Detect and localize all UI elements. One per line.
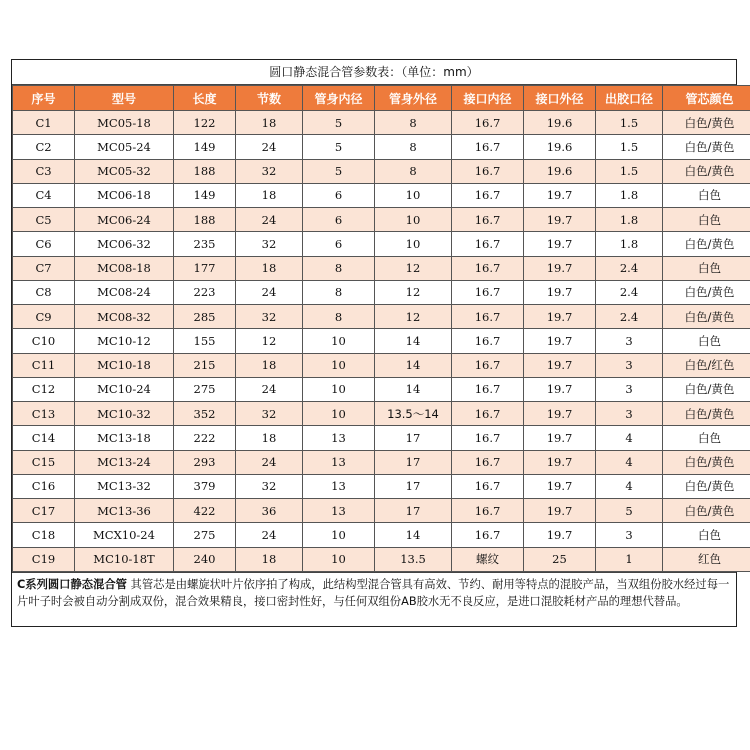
table-cell: 16.7 bbox=[452, 256, 524, 280]
table-row bbox=[13, 159, 750, 183]
table-cell: 19.7 bbox=[524, 208, 596, 232]
column-header: 长度 bbox=[174, 86, 236, 111]
table-cell: 19.7 bbox=[524, 402, 596, 426]
table-cell: MC05-18 bbox=[75, 111, 174, 135]
table-cell: 3 bbox=[596, 329, 663, 353]
table-cell: MC08-32 bbox=[75, 305, 174, 329]
table-cell: 19.7 bbox=[524, 329, 596, 353]
table-cell: 18 bbox=[236, 256, 303, 280]
table-cell: 18 bbox=[236, 547, 303, 571]
table-cell: 19.7 bbox=[524, 450, 596, 474]
table-cell: 6 bbox=[303, 208, 375, 232]
table-cell: 24 bbox=[236, 377, 303, 401]
table-row bbox=[13, 547, 750, 571]
table-cell: 红色 bbox=[663, 547, 750, 571]
table-cell: 24 bbox=[236, 450, 303, 474]
column-header: 管芯颜色 bbox=[663, 86, 750, 111]
table-cell: 14 bbox=[375, 353, 452, 377]
table-cell: 3 bbox=[596, 402, 663, 426]
table-cell: 16.7 bbox=[452, 499, 524, 523]
table-cell: 17 bbox=[375, 450, 452, 474]
table-cell: 8 bbox=[303, 256, 375, 280]
parameter-table bbox=[12, 85, 750, 572]
table-cell: 10 bbox=[375, 183, 452, 207]
table-cell: 2.4 bbox=[596, 256, 663, 280]
table-cell: 1.5 bbox=[596, 111, 663, 135]
table-cell: 379 bbox=[174, 474, 236, 498]
table-cell: 1.5 bbox=[596, 159, 663, 183]
table-cell: MC08-24 bbox=[75, 280, 174, 304]
table-cell: 16.7 bbox=[452, 183, 524, 207]
table-row bbox=[13, 353, 750, 377]
table-cell: 白色 bbox=[663, 208, 750, 232]
table-cell: 12 bbox=[375, 305, 452, 329]
table-cell: 16.7 bbox=[452, 426, 524, 450]
table-cell: 螺纹 bbox=[452, 547, 524, 571]
table-cell: 122 bbox=[174, 111, 236, 135]
table-cell: 8 bbox=[303, 280, 375, 304]
table-cell: 白色/黄色 bbox=[663, 305, 750, 329]
table-cell: C8 bbox=[13, 280, 75, 304]
column-header: 管身内径 bbox=[303, 86, 375, 111]
table-cell: 19.7 bbox=[524, 232, 596, 256]
table-cell: 285 bbox=[174, 305, 236, 329]
note-heading: C系列圆口静态混合管 bbox=[17, 577, 127, 591]
table-cell: MC13-32 bbox=[75, 474, 174, 498]
table-cell: 10 bbox=[375, 208, 452, 232]
table-cell: 13.5～14 bbox=[375, 402, 452, 426]
table-cell: C17 bbox=[13, 499, 75, 523]
table-cell: MC13-36 bbox=[75, 499, 174, 523]
table-cell: 14 bbox=[375, 329, 452, 353]
table-cell: C6 bbox=[13, 232, 75, 256]
table-row bbox=[13, 256, 750, 280]
table-cell: 白色/红色 bbox=[663, 353, 750, 377]
table-cell: 白色/黄色 bbox=[663, 474, 750, 498]
table-cell: 25 bbox=[524, 547, 596, 571]
description-note bbox=[12, 572, 736, 626]
table-cell: 16.7 bbox=[452, 329, 524, 353]
table-cell: MC06-18 bbox=[75, 183, 174, 207]
table-body bbox=[13, 111, 750, 572]
table-cell: 8 bbox=[375, 159, 452, 183]
table-cell: 32 bbox=[236, 232, 303, 256]
table-cell: MC05-32 bbox=[75, 159, 174, 183]
table-cell: 16.7 bbox=[452, 232, 524, 256]
table-cell: 177 bbox=[174, 256, 236, 280]
table-cell: 白色 bbox=[663, 183, 750, 207]
table-cell: 149 bbox=[174, 183, 236, 207]
table-cell: 8 bbox=[375, 111, 452, 135]
table-cell: 8 bbox=[375, 135, 452, 159]
table-cell: 白色/黄色 bbox=[663, 111, 750, 135]
table-cell: 白色 bbox=[663, 426, 750, 450]
table-cell: 36 bbox=[236, 499, 303, 523]
table-cell: 235 bbox=[174, 232, 236, 256]
table-cell: 18 bbox=[236, 353, 303, 377]
table-cell: 10 bbox=[375, 232, 452, 256]
table-cell: 6 bbox=[303, 232, 375, 256]
table-cell: 12 bbox=[375, 256, 452, 280]
table-cell: 8 bbox=[303, 305, 375, 329]
table-cell: MC10-24 bbox=[75, 377, 174, 401]
table-cell: 155 bbox=[174, 329, 236, 353]
table-cell: C16 bbox=[13, 474, 75, 498]
table-cell: 13.5 bbox=[375, 547, 452, 571]
table-cell: 17 bbox=[375, 426, 452, 450]
table-cell: 白色/黄色 bbox=[663, 377, 750, 401]
table-cell: 6 bbox=[303, 183, 375, 207]
table-cell: 19.7 bbox=[524, 280, 596, 304]
table-cell: 白色 bbox=[663, 329, 750, 353]
table-cell: 3 bbox=[596, 523, 663, 547]
table-cell: 13 bbox=[303, 499, 375, 523]
table-cell: 222 bbox=[174, 426, 236, 450]
table-cell: C9 bbox=[13, 305, 75, 329]
table-cell: 16.7 bbox=[452, 450, 524, 474]
table-cell: 2.4 bbox=[596, 280, 663, 304]
table-cell: 32 bbox=[236, 159, 303, 183]
table-cell: 18 bbox=[236, 111, 303, 135]
table-cell: C2 bbox=[13, 135, 75, 159]
table-cell: 16.7 bbox=[452, 305, 524, 329]
column-header: 出胶口径 bbox=[596, 86, 663, 111]
table-cell: 13 bbox=[303, 450, 375, 474]
table-cell: 16.7 bbox=[452, 474, 524, 498]
table-cell: 白色 bbox=[663, 256, 750, 280]
table-row bbox=[13, 499, 750, 523]
table-cell: MC06-24 bbox=[75, 208, 174, 232]
table-cell: 19.7 bbox=[524, 305, 596, 329]
table-cell: 16.7 bbox=[452, 159, 524, 183]
table-cell: 275 bbox=[174, 523, 236, 547]
table-row bbox=[13, 426, 750, 450]
table-cell: 1.8 bbox=[596, 208, 663, 232]
table-row bbox=[13, 377, 750, 401]
table-cell: 白色/黄色 bbox=[663, 499, 750, 523]
table-cell: 240 bbox=[174, 547, 236, 571]
table-row bbox=[13, 329, 750, 353]
table-cell: 12 bbox=[375, 280, 452, 304]
table-cell: C19 bbox=[13, 547, 75, 571]
table-cell: MC05-24 bbox=[75, 135, 174, 159]
table-cell: 19.7 bbox=[524, 183, 596, 207]
table-cell: C11 bbox=[13, 353, 75, 377]
column-header: 节数 bbox=[236, 86, 303, 111]
table-cell: 1.8 bbox=[596, 183, 663, 207]
table-cell: 1.8 bbox=[596, 232, 663, 256]
table-cell: 白色/黄色 bbox=[663, 135, 750, 159]
parameter-table-sheet bbox=[11, 59, 737, 627]
table-cell: 16.7 bbox=[452, 377, 524, 401]
table-cell: C5 bbox=[13, 208, 75, 232]
table-row bbox=[13, 474, 750, 498]
table-cell: 5 bbox=[596, 499, 663, 523]
table-cell: 白色/黄色 bbox=[663, 232, 750, 256]
table-cell: 4 bbox=[596, 450, 663, 474]
table-row bbox=[13, 280, 750, 304]
table-cell: 275 bbox=[174, 377, 236, 401]
table-cell: 19.7 bbox=[524, 256, 596, 280]
table-cell: 149 bbox=[174, 135, 236, 159]
table-cell: 19.7 bbox=[524, 353, 596, 377]
table-cell: 3 bbox=[596, 353, 663, 377]
table-cell: 4 bbox=[596, 426, 663, 450]
table-cell: C10 bbox=[13, 329, 75, 353]
table-cell: MC10-32 bbox=[75, 402, 174, 426]
table-row bbox=[13, 305, 750, 329]
table-cell: 19.7 bbox=[524, 499, 596, 523]
table-cell: 19.7 bbox=[524, 377, 596, 401]
table-cell: 24 bbox=[236, 135, 303, 159]
table-cell: 14 bbox=[375, 377, 452, 401]
table-cell: 19.6 bbox=[524, 135, 596, 159]
table-cell: 白色 bbox=[663, 523, 750, 547]
table-header-row bbox=[13, 86, 750, 111]
table-cell: 5 bbox=[303, 111, 375, 135]
table-cell: 17 bbox=[375, 499, 452, 523]
table-cell: 16.7 bbox=[452, 402, 524, 426]
table-cell: 10 bbox=[303, 329, 375, 353]
table-cell: 32 bbox=[236, 474, 303, 498]
column-header: 型号 bbox=[75, 86, 174, 111]
table-cell: 16.7 bbox=[452, 280, 524, 304]
table-cell: 19.6 bbox=[524, 159, 596, 183]
table-cell: 12 bbox=[236, 329, 303, 353]
table-cell: MC06-32 bbox=[75, 232, 174, 256]
table-cell: 17 bbox=[375, 474, 452, 498]
table-cell: 223 bbox=[174, 280, 236, 304]
table-cell: C3 bbox=[13, 159, 75, 183]
table-row bbox=[13, 450, 750, 474]
column-header: 序号 bbox=[13, 86, 75, 111]
table-cell: 10 bbox=[303, 377, 375, 401]
table-cell: C4 bbox=[13, 183, 75, 207]
table-row bbox=[13, 402, 750, 426]
table-cell: MC08-18 bbox=[75, 256, 174, 280]
table-cell: 1.5 bbox=[596, 135, 663, 159]
table-cell: C12 bbox=[13, 377, 75, 401]
table-cell: 18 bbox=[236, 426, 303, 450]
table-cell: 10 bbox=[303, 402, 375, 426]
table-cell: C13 bbox=[13, 402, 75, 426]
table-cell: MCX10-24 bbox=[75, 523, 174, 547]
table-cell: 白色/黄色 bbox=[663, 280, 750, 304]
table-cell: 32 bbox=[236, 402, 303, 426]
table-cell: 24 bbox=[236, 208, 303, 232]
table-cell: 白色/黄色 bbox=[663, 159, 750, 183]
table-cell: 293 bbox=[174, 450, 236, 474]
table-cell: C15 bbox=[13, 450, 75, 474]
table-row bbox=[13, 183, 750, 207]
table-cell: 10 bbox=[303, 523, 375, 547]
table-cell: 24 bbox=[236, 523, 303, 547]
table-cell: 19.7 bbox=[524, 474, 596, 498]
table-cell: C1 bbox=[13, 111, 75, 135]
column-header: 接口内径 bbox=[452, 86, 524, 111]
table-cell: 3 bbox=[596, 377, 663, 401]
table-cell: 19.7 bbox=[524, 523, 596, 547]
table-cell: 24 bbox=[236, 280, 303, 304]
table-cell: 白色/黄色 bbox=[663, 402, 750, 426]
table-cell: MC10-18T bbox=[75, 547, 174, 571]
table-cell: 1 bbox=[596, 547, 663, 571]
table-cell: 13 bbox=[303, 426, 375, 450]
table-title: 圆口静态混合管参数表：（单位：mm） bbox=[12, 60, 736, 85]
table-cell: 16.7 bbox=[452, 111, 524, 135]
table-row bbox=[13, 111, 750, 135]
table-cell: 10 bbox=[303, 353, 375, 377]
table-row bbox=[13, 135, 750, 159]
table-cell: 188 bbox=[174, 159, 236, 183]
table-cell: 352 bbox=[174, 402, 236, 426]
table-row bbox=[13, 523, 750, 547]
table-cell: 188 bbox=[174, 208, 236, 232]
table-cell: 2.4 bbox=[596, 305, 663, 329]
table-cell: 14 bbox=[375, 523, 452, 547]
table-cell: 32 bbox=[236, 305, 303, 329]
table-cell: MC10-12 bbox=[75, 329, 174, 353]
table-cell: 16.7 bbox=[452, 523, 524, 547]
table-cell: 19.6 bbox=[524, 111, 596, 135]
column-header: 接口外径 bbox=[524, 86, 596, 111]
table-cell: 13 bbox=[303, 474, 375, 498]
table-cell: MC10-18 bbox=[75, 353, 174, 377]
note-body: 其管芯是由螺旋状叶片依序拍了构成，此结构型混合管具有高效、节约、耐用等特点的混胶产品，当双组份胶水经过每一片叶子时会被自动分割成双份，混合效果精良，接口密封性好，与任何双组份AB胶水无不良反应，是进口混胶耗材产品的理想代替品。 bbox=[17, 577, 730, 608]
table-row bbox=[13, 208, 750, 232]
table-cell: MC13-24 bbox=[75, 450, 174, 474]
table-cell: 5 bbox=[303, 159, 375, 183]
table-cell: C7 bbox=[13, 256, 75, 280]
table-cell: 5 bbox=[303, 135, 375, 159]
table-cell: 4 bbox=[596, 474, 663, 498]
table-cell: 10 bbox=[303, 547, 375, 571]
table-cell: 白色/黄色 bbox=[663, 450, 750, 474]
column-header: 管身外径 bbox=[375, 86, 452, 111]
table-row bbox=[13, 232, 750, 256]
table-cell: 16.7 bbox=[452, 135, 524, 159]
table-cell: C18 bbox=[13, 523, 75, 547]
table-cell: C14 bbox=[13, 426, 75, 450]
table-cell: 422 bbox=[174, 499, 236, 523]
table-cell: 18 bbox=[236, 183, 303, 207]
table-cell: 19.7 bbox=[524, 426, 596, 450]
table-cell: MC13-18 bbox=[75, 426, 174, 450]
table-cell: 215 bbox=[174, 353, 236, 377]
table-cell: 16.7 bbox=[452, 208, 524, 232]
table-cell: 16.7 bbox=[452, 353, 524, 377]
